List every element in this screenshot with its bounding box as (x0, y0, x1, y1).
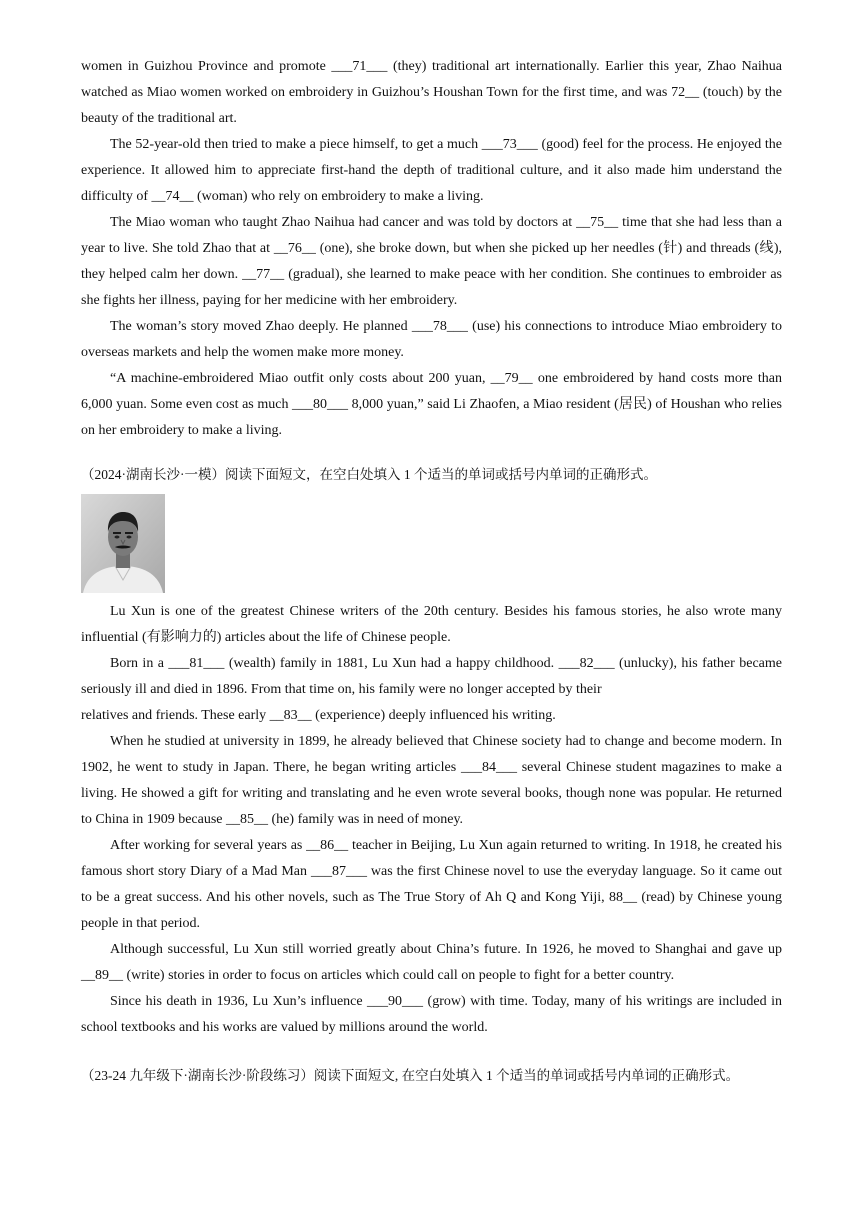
paragraph: When he studied at university in 1899, he already believed that Chinese society had to change and become modern. In 1902, he went to study in Japan. There, he began writing articles ___84___ several Chinese student magazines to make a living. He showed a gift for writing and translating and he even wrote several books, though none was popular. He returned to China in 1909 because __85__ (he) family was in need of money. (81, 734, 782, 827)
paragraph: The woman’s story moved Zhao deeply. He planned ___78___ (use) his connections to introduce Miao embroidery to overseas markets and help the women make more money. (81, 319, 782, 360)
paragraph: Although successful, Lu Xun still worried greatly about China’s future. In 1926, he moved to Shanghai and gave up __89__ (write) stories in order to focus on articles which could call on people to fight for a better country. (81, 942, 782, 983)
paragraph: Born in a ___81___ (wealth) family in 1881, Lu Xun had a happy childhood. ___82___ (unlucky), his father became seriously ill and died in 1896. From that time on, his family were no longer accepted by their (81, 656, 782, 697)
paragraph: The Miao woman who taught Zhao Naihua had cancer and was told by doctors at __75__ time that she had less than a year to live. She told Zhao that at __76__ (one), she broke down, but when she picked up her needles (针) and threads (线), they helped calm her down. __77__ (gradual), she learned to make peace with her condition. She continues to embroider as she fights her illness, paying for her medicine with her embroidery. (81, 215, 782, 308)
section-heading: （23-24 九年级下·湖南长沙·阶段练习）阅读下面短文, 在空白处填入 1 个适当的单词或括号内单词的正确形式。 (81, 1068, 740, 1083)
section-heading: （2024·湖南长沙·一模）阅读下面短文，在空白处填入 1 个适当的单词或括号内单词的正确形式。 (81, 467, 657, 482)
paragraph: Since his death in 1936, Lu Xun’s influence ___90___ (grow) with time. Today, many of his writings are included in school textbooks and his works are valued by millions around the world. (81, 994, 782, 1035)
paragraph: relatives and friends. These early __83__ (experience) deeply influenced his writing. (81, 708, 556, 723)
paragraph: “A machine-embroidered Miao outfit only costs about 200 yuan, __79__ one embroidered by hand costs more than 6,000 yuan. Some even cost as much ___80___ 8,000 yuan,” said Li Zhaofen, a Miao resident (居民) of Houshan who relies on her embroidery to make a living. (81, 371, 782, 438)
paragraph: The 52-year-old then tried to make a piece himself, to get a much ___73___ (good) feel for the process. He enjoyed the experience. It allowed him to appreciate first-hand the depth of traditional culture, and it also made him understand the difficulty of __74__ (woman) who rely on embroidery to make a living. (81, 137, 782, 204)
portrait-image (81, 494, 165, 593)
document-page (81, 54, 782, 1089)
paragraph: women in Guizhou Province and promote ___71___ (they) traditional art internationally. Earlier this year, Zhao Naihua watched as Miao women worked on embroidery in Guizhou’s Houshan Town for the first time, and was 72__ (touch) by the beauty of the traditional art. (81, 59, 782, 126)
paragraph: After working for several years as __86__ teacher in Beijing, Lu Xun again returned to writing. In 1918, he created his famous short story Diary of a Mad Man ___87___ was the first Chinese novel to use the everyday language. So it came out to be a great success. And his other novels, such as The True Story of Ah Q and Kong Yiji, 88__ (read) by Chinese young people in that period. (81, 838, 782, 931)
paragraph: Lu Xun is one of the greatest Chinese writers of the 20th century. Besides his famous stories, he also wrote many influential (有影响力的) articles about the life of Chinese people. (81, 604, 782, 645)
